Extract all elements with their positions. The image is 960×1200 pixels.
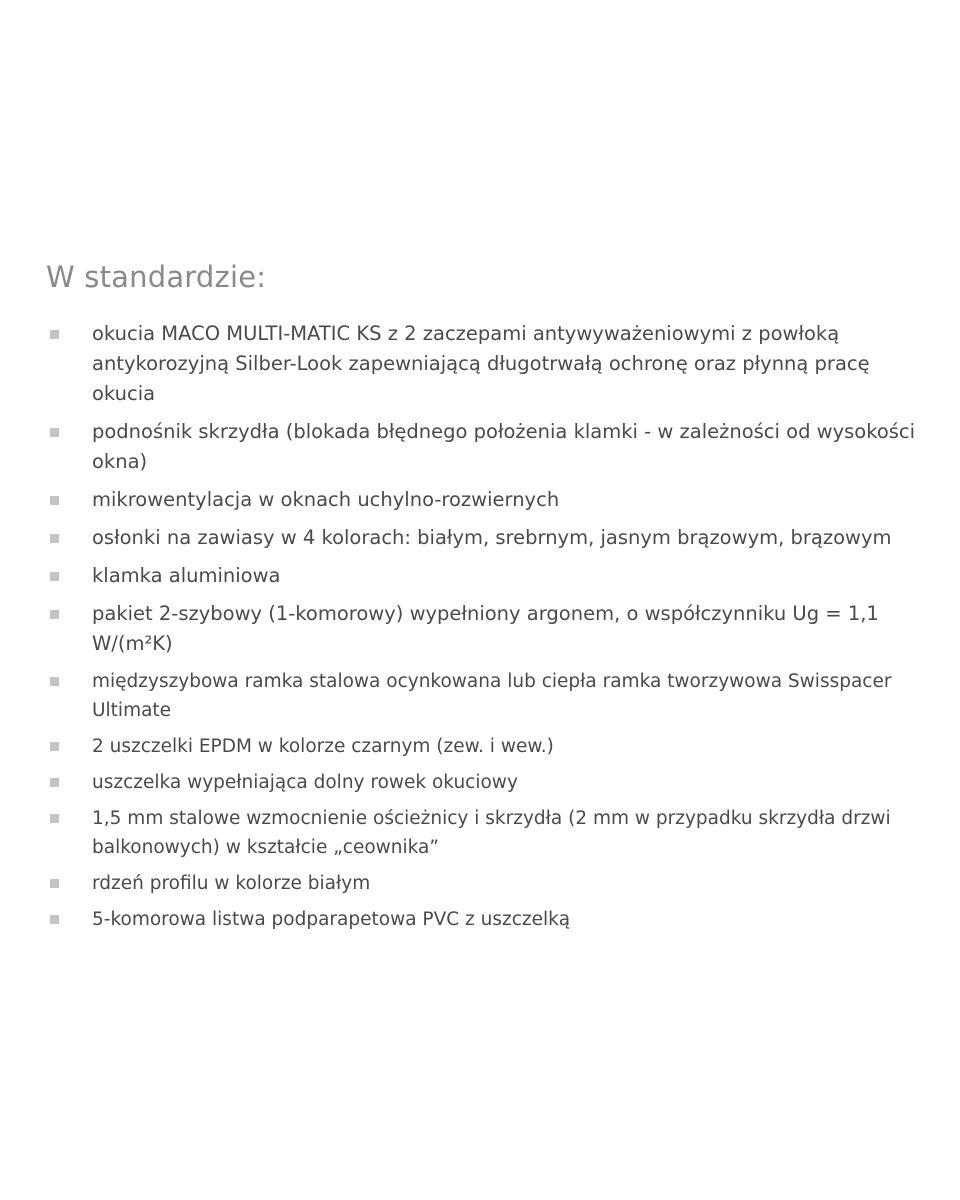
list-item	[46, 319, 926, 409]
list-item	[46, 599, 926, 659]
list-item	[46, 667, 926, 725]
features-list	[46, 319, 926, 934]
list-item-text: międzyszybowa ramka stalowa ocynkowana lub ciepła ramka tworzywowa Swisspacer Ultimate	[92, 671, 892, 721]
list-item	[46, 417, 926, 477]
square-bullet-icon	[50, 915, 59, 924]
list-item	[46, 869, 926, 898]
standard-features-section	[46, 257, 926, 941]
square-bullet-icon	[50, 778, 59, 787]
square-bullet-icon	[50, 496, 59, 505]
list-item-text: 5-komorowa listwa podparapetowa PVC z uszczelką	[92, 909, 571, 930]
square-bullet-icon	[50, 814, 59, 823]
list-item	[46, 523, 926, 553]
list-item-text: mikrowentylacja w oknach uchylno-rozwiernych	[92, 488, 560, 511]
square-bullet-icon	[50, 428, 59, 437]
list-item-text: uszczelka wypełniająca dolny rowek okuciowy	[92, 772, 518, 793]
list-item-text: podnośnik skrzydła (blokada błędnego położenia klamki - w zależności od wysokości okna)	[92, 420, 916, 473]
list-item	[46, 561, 926, 591]
list-item-text: pakiet 2-szybowy (1-komorowy) wypełniony argonem, o współczynniku Ug = 1,1 W/(m²K)	[92, 602, 879, 655]
square-bullet-icon	[50, 879, 59, 888]
list-item-text: 1,5 mm stalowe wzmocnienie ościeżnicy i skrzydła (2 mm w przypadku skrzydła drzwi balkonowych) w kształcie „ceownika”	[92, 808, 891, 858]
square-bullet-icon	[50, 330, 59, 339]
list-item	[46, 804, 926, 862]
square-bullet-icon	[50, 572, 59, 581]
list-item-text: klamka aluminiowa	[92, 564, 281, 587]
list-item	[46, 768, 926, 797]
list-item-text: 2 uszczelki EPDM w kolorze czarnym (zew. i wew.)	[92, 736, 554, 757]
square-bullet-icon	[50, 534, 59, 543]
list-item	[46, 905, 926, 934]
list-item	[46, 485, 926, 515]
section-heading: W standardzie:	[46, 260, 267, 294]
list-item-text: okucia MACO MULTI-MATIC KS z 2 zaczepami antywyważeniowymi z powłoką antykorozyjną Silber-Look zapewniającą długotrwałą ochronę oraz płynną pracę okucia	[92, 322, 870, 405]
list-item-text: rdzeń profilu w kolorze białym	[92, 873, 371, 894]
list-item	[46, 732, 926, 761]
square-bullet-icon	[50, 610, 59, 619]
square-bullet-icon	[50, 742, 59, 751]
list-item-text: osłonki na zawiasy w 4 kolorach: białym, srebrnym, jasnym brązowym, brązowym	[92, 526, 892, 549]
square-bullet-icon	[50, 677, 59, 686]
